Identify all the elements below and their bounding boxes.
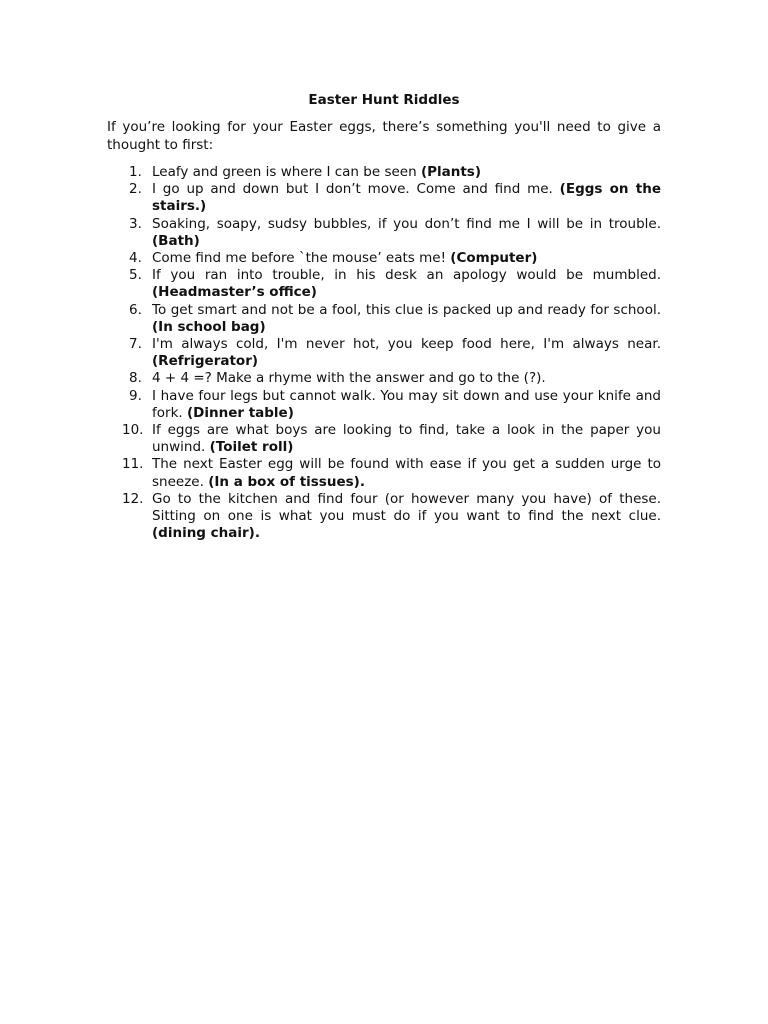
riddle-body: [152, 181, 661, 215]
riddle-answer: (Computer): [450, 250, 538, 267]
riddle-body: [152, 388, 661, 422]
riddle-body: [152, 267, 661, 301]
riddle-text: Soaking, soapy, sudsy bubbles, if you don’t find me I will be in trouble.: [152, 215, 661, 232]
riddle-number: 11.: [122, 456, 144, 473]
document-title: Easter Hunt Riddles: [308, 92, 460, 108]
riddle-text: Come find me before `the mouse’ eats me!: [152, 250, 451, 267]
riddle-number: 10.: [122, 422, 144, 439]
riddle-number: 2.: [129, 181, 142, 198]
riddle-list: [107, 164, 661, 542]
riddle-item: [107, 422, 661, 456]
riddle-text: 4 + 4 =? Make a rhyme with the answer and go to the (?).: [152, 370, 546, 387]
riddle-text: Leafy and green is where I can be seen: [152, 164, 421, 180]
riddle-answer: (Refrigerator): [152, 353, 259, 370]
riddle-body: [152, 164, 661, 181]
riddle-answer: (Toilet roll): [209, 439, 294, 456]
riddle-answer: (Plants): [420, 164, 482, 180]
riddle-body: [152, 250, 661, 267]
riddle-number: 9.: [129, 387, 142, 404]
riddle-item: [107, 388, 661, 422]
riddle-number: 1.: [129, 164, 142, 180]
riddle-answer: (Dinner table): [186, 404, 294, 421]
riddle-text: To get smart and not be a fool, this clue is packed up and ready for school.: [152, 301, 661, 318]
riddle-text: If you ran into trouble, in his desk an apology would be mumbled.: [152, 267, 661, 284]
riddle-text: If eggs are what boys are looking to find, take a look in the paper you unwind.: [152, 422, 661, 456]
riddle-item: [107, 181, 661, 215]
riddle-number: 6.: [129, 301, 142, 318]
riddle-item: [107, 164, 661, 181]
riddle-item: [107, 456, 661, 490]
riddle-answer: (Headmaster’s office): [152, 284, 317, 301]
riddle-item: [107, 491, 661, 543]
riddle-body: [152, 336, 661, 370]
riddle-number: 12.: [122, 490, 144, 507]
riddle-item: [107, 336, 661, 370]
riddle-body: [152, 491, 661, 543]
riddle-answer: (Bath): [152, 232, 200, 249]
riddle-item: [107, 302, 661, 336]
intro-paragraph: If you’re looking for your Easter eggs, there’s something you'll need to give a thought to first:: [107, 119, 661, 153]
riddle-number: 4.: [129, 250, 142, 267]
riddle-item: [107, 370, 661, 387]
riddle-item: [107, 216, 661, 250]
riddle-answer: (Eggs on the stairs.): [152, 181, 661, 215]
riddle-item: [107, 267, 661, 301]
riddle-body: [152, 456, 661, 490]
riddle-answer: (dining chair).: [152, 525, 260, 542]
riddle-body: [152, 216, 661, 250]
riddle-answer: (In a box of tissues).: [208, 473, 365, 490]
riddle-number: 5.: [129, 267, 142, 284]
riddle-number: 8.: [129, 370, 142, 387]
riddle-number: 7.: [129, 336, 142, 353]
riddle-body: [152, 370, 661, 387]
riddle-text: I'm always cold, I'm never hot, you keep food here, I'm always near.: [152, 336, 661, 353]
riddle-item: [107, 250, 661, 267]
riddle-text: I go up and down but I don’t move. Come and find me.: [152, 181, 560, 198]
riddle-text: Go to the kitchen and find four (or however many you have) of these. Sitting on one is what you must do if you want to find the next clue.: [152, 490, 661, 525]
riddle-text: I have four legs but cannot walk. You may sit down and use your knife and fork.: [152, 387, 661, 421]
riddle-answer: (In school bag): [152, 318, 266, 335]
riddle-text: The next Easter egg will be found with ease if you get a sudden urge to sneeze.: [152, 456, 661, 490]
riddle-number: 3.: [129, 215, 142, 232]
riddle-body: [152, 422, 661, 456]
riddle-body: [152, 302, 661, 336]
